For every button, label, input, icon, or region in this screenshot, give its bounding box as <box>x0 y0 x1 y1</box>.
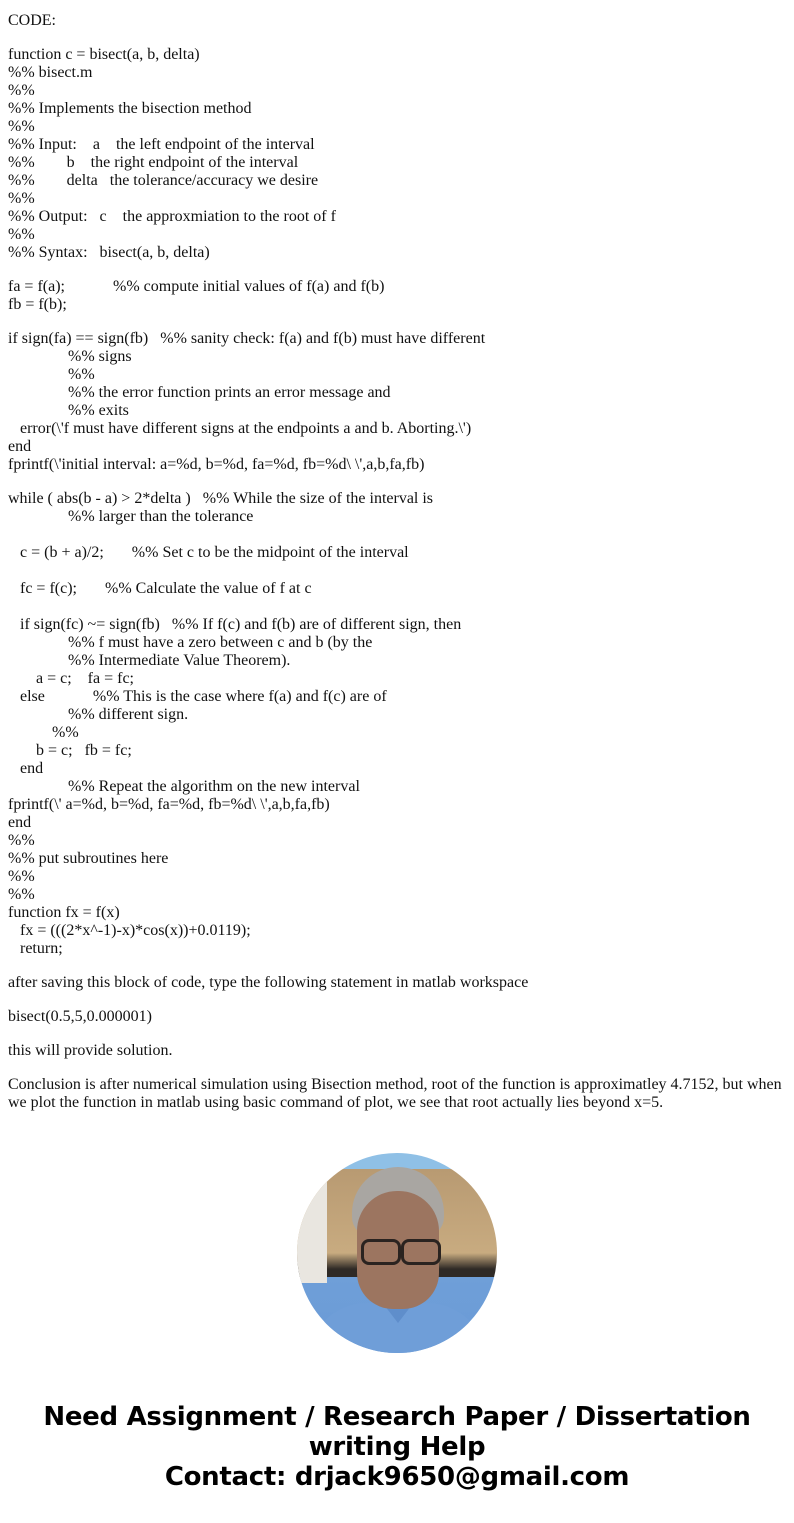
code-line <box>8 598 786 616</box>
code-line <box>8 562 786 580</box>
avatar-photo <box>297 1153 497 1353</box>
promo-contact: Contact: drjack9650@gmail.com <box>164 1462 630 1492</box>
code-line: else %% This is the case where f(a) and f(c) are of <box>8 688 387 705</box>
code-line: %% Syntax: bisect(a, b, delta) <box>8 244 210 261</box>
command-text: bisect(0.5,5,0.000001) <box>8 1008 152 1025</box>
code-line: fc = f(c); %% Calculate the value of f at c <box>8 580 312 597</box>
code-sanity-block <box>8 330 786 474</box>
avatar-background-wall <box>297 1173 327 1283</box>
code-line: %% <box>8 832 35 849</box>
code-line: function c = bisect(a, b, delta) <box>8 46 200 63</box>
conclusion-paragraph: Conclusion is after numerical simulation using Bisection method, root of the function is approximatley 4.7152, but when we plot the function in matlab using basic command of plot, we see that root actually lies beyond x=5. <box>8 1076 782 1111</box>
code-line <box>8 526 786 544</box>
code-line: error(\'f must have different signs at the endpoints a and b. Aborting.\') <box>8 420 472 437</box>
code-line: b = c; fb = fc; <box>8 742 132 759</box>
avatar-glasses-right <box>401 1239 441 1265</box>
code-line: %% <box>8 366 95 383</box>
code-line: %% signs <box>8 348 132 365</box>
code-line: %% Intermediate Value Theorem). <box>8 652 291 669</box>
promo-banner <box>0 1402 794 1492</box>
code-line: c = (b + a)/2; %% Set c to be the midpoint of the interval <box>8 544 409 561</box>
code-line: %% Repeat the algorithm on the new interval <box>8 778 360 795</box>
save-instruction: after saving this block of code, type the following statement in matlab workspace <box>8 974 529 991</box>
code-line: if sign(fc) ~= sign(fb) %% If f(c) and f(b) are of different sign, then <box>8 616 462 633</box>
avatar-glasses-left <box>361 1239 401 1265</box>
code-line: fprintf(\'initial interval: a=%d, b=%d, fa=%d, fb=%d\ \',a,b,fa,fb) <box>8 456 425 473</box>
code-line: if sign(fa) == sign(fb) %% sanity check: f(a) and f(b) must have different <box>8 330 486 347</box>
code-line: %% the error function prints an error message and <box>8 384 391 401</box>
code-line: %% exits <box>8 402 129 419</box>
code-line: %% delta the tolerance/accuracy we desire <box>8 172 319 189</box>
code-header-block <box>8 46 786 262</box>
code-line: %% Implements the bisection method <box>8 100 252 117</box>
promo-line-1: Need Assignment / Research Paper / Dissertation <box>43 1402 751 1432</box>
code-line: %% larger than the tolerance <box>8 508 254 525</box>
code-loop-block <box>8 490 786 958</box>
code-line: %% <box>8 118 35 135</box>
code-line: return; <box>8 940 63 957</box>
code-line: fprintf(\' a=%d, b=%d, fa=%d, fb=%d\ \',a,b,fa,fb) <box>8 796 330 813</box>
author-avatar <box>297 1153 497 1353</box>
code-line: %% <box>8 226 35 243</box>
code-line: %% different sign. <box>8 706 189 723</box>
code-line: end <box>8 814 32 831</box>
code-line: function fx = f(x) <box>8 904 120 921</box>
code-line: %% <box>8 886 35 903</box>
code-line: while ( abs(b - a) > 2*delta ) %% While the size of the interval is <box>8 490 434 507</box>
code-line: %% <box>8 190 35 207</box>
code-line: %% Input: a the left endpoint of the interval <box>8 136 315 153</box>
code-line: %% <box>8 82 35 99</box>
code-line: %% <box>8 724 79 741</box>
code-line: a = c; fa = fc; <box>8 670 134 687</box>
code-line: %% <box>8 868 35 885</box>
code-line: end <box>8 438 32 455</box>
promo-line-2: writing Help <box>308 1432 486 1462</box>
code-line: %% f must have a zero between c and b (by the <box>8 634 373 651</box>
code-heading: CODE: <box>8 12 56 29</box>
code-line: %% Output: c the approxmiation to the root of f <box>8 208 336 225</box>
code-line: fa = f(a); %% compute initial values of f(a) and f(b) <box>8 278 385 295</box>
code-line: end <box>8 760 44 777</box>
code-line: %% b the right endpoint of the interval <box>8 154 299 171</box>
code-line: %% put subroutines here <box>8 850 169 867</box>
code-line: fx = (((2*x^-1)-x)*cos(x))+0.0119); <box>8 922 251 939</box>
code-line: %% bisect.m <box>8 64 93 81</box>
code-init-block <box>8 278 786 314</box>
code-line: fb = f(b); <box>8 296 67 313</box>
result-note: this will provide solution. <box>8 1042 173 1059</box>
